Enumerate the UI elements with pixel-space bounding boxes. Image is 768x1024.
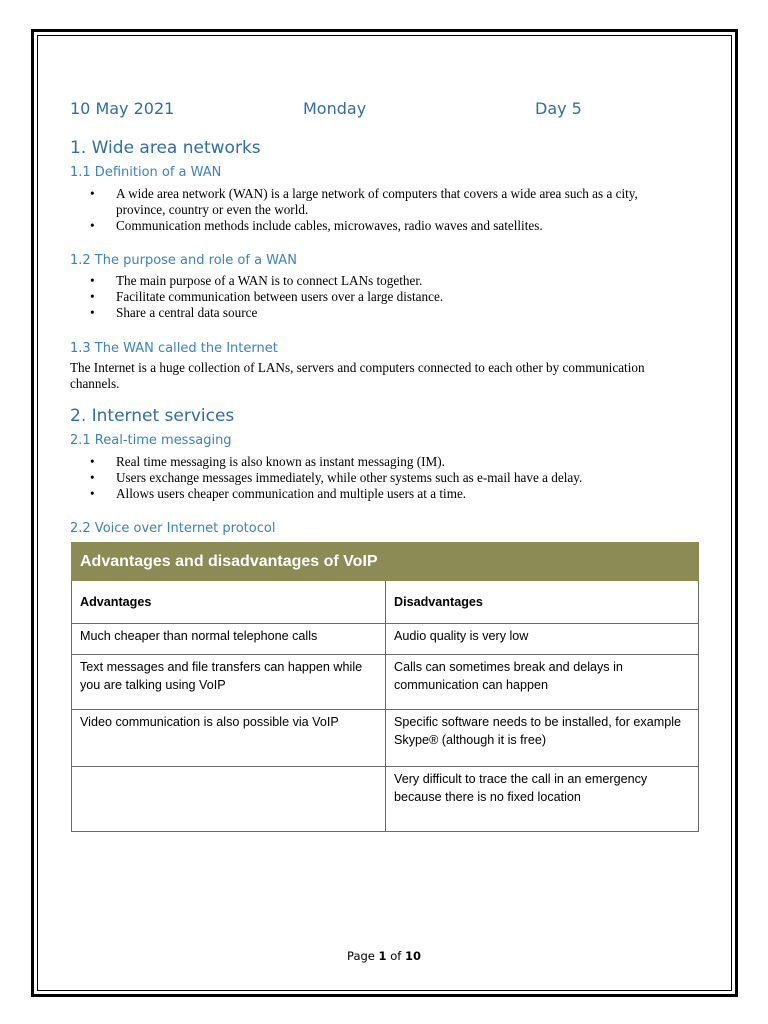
table-cell-advantage: Video communication is also possible via VoIP	[72, 710, 386, 767]
day-number: Day 5	[535, 99, 582, 118]
current-page-number: 1	[378, 949, 387, 963]
date-line	[70, 99, 700, 123]
table-row	[72, 710, 699, 767]
table-title: Advantages and disadvantages of VoIP	[72, 543, 699, 581]
section-1-3-text: The Internet is a huge collection of LANs, servers and computers connected to each other by communication channels.	[70, 360, 645, 391]
weekday: Monday	[303, 99, 367, 118]
section-1-2-list	[70, 273, 690, 321]
total-pages: 10	[404, 949, 421, 963]
section-2-1-heading: 2.1 Real-time messaging	[70, 433, 232, 448]
table-cell-disadvantage: Calls can sometimes break and delays in communication can happen	[386, 655, 699, 710]
column-header-disadvantages: Disadvantages	[386, 581, 699, 624]
list-item: • Allows users cheaper communication and multiple users at a time.	[90, 486, 467, 501]
section-1-1-list	[70, 186, 690, 234]
section-2-2-heading: 2.2 Voice over Internet protocol	[70, 521, 276, 536]
table-cell-advantage	[72, 767, 386, 832]
table-row	[72, 767, 699, 832]
list-item: • A wide area network (WAN) is a large network of computers that covers a wide area such as a city, province, country or even the world.	[90, 186, 638, 217]
section-1-heading: 1. Wide area networks	[70, 138, 261, 158]
date: 10 May 2021	[70, 99, 175, 118]
section-1-3-heading: 1.3 The WAN called the Internet	[70, 341, 278, 356]
page-word: Page	[347, 949, 375, 963]
table-cell-advantage: Much cheaper than normal telephone calls	[72, 624, 386, 655]
of-word: of	[390, 949, 402, 963]
table-cell-disadvantage: Very difficult to trace the call in an emergency because there is no fixed location	[386, 767, 699, 832]
section-2-1-list	[70, 454, 690, 502]
section-2-heading: 2. Internet services	[70, 406, 235, 426]
voip-table	[71, 542, 699, 832]
list-item: • Facilitate communication between users over a large distance.	[90, 289, 444, 304]
table-cell-disadvantage: Specific software needs to be installed, for example Skype® (although it is free)	[386, 710, 699, 767]
list-item: • Real time messaging is also known as instant messaging (IM).	[90, 454, 445, 469]
section-1-1-heading: 1.1 Definition of a WAN	[70, 165, 222, 180]
table-cell-disadvantage: Audio quality is very low	[386, 624, 699, 655]
table-row	[72, 624, 699, 655]
page-footer	[0, 949, 768, 963]
table-row	[72, 655, 699, 710]
table-cell-advantage: Text messages and file transfers can happen while you are talking using VoIP	[72, 655, 386, 710]
list-item: • Communication methods include cables, microwaves, radio waves and satellites.	[90, 218, 543, 233]
column-header-advantages: Advantages	[72, 581, 386, 624]
list-item: • Share a central data source	[90, 305, 258, 320]
list-item: • The main purpose of a WAN is to connect LANs together.	[90, 273, 423, 288]
list-item: • Users exchange messages immediately, while other systems such as e-mail have a delay.	[90, 470, 583, 485]
section-1-2-heading: 1.2 The purpose and role of a WAN	[70, 253, 297, 268]
